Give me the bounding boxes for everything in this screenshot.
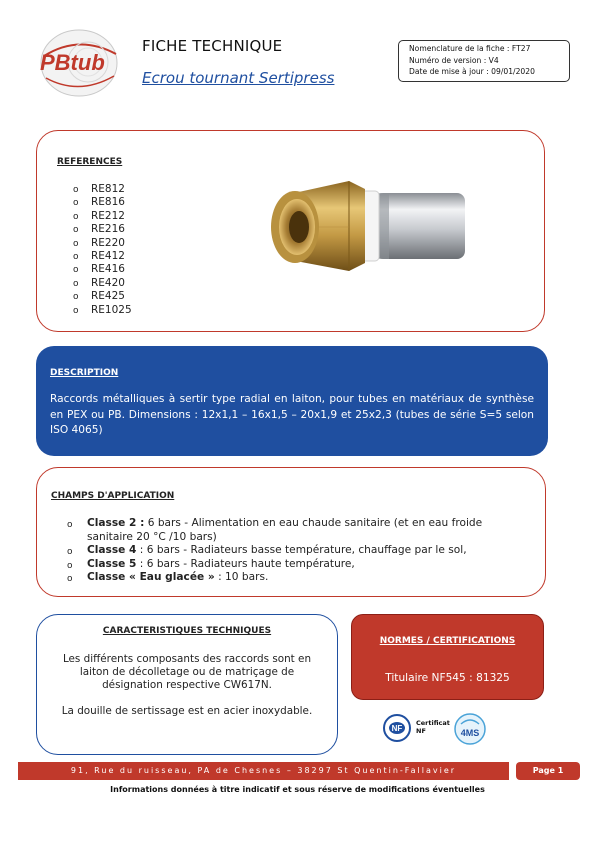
reference-code: RE212 (91, 209, 125, 222)
application-section (36, 467, 546, 597)
reference-item (73, 290, 132, 303)
reference-item (73, 304, 132, 317)
application-class-label: Classe 2 : (87, 517, 145, 529)
application-class-text: : 10 bars. (214, 571, 269, 583)
technical-paragraph-1: Les différents composants des raccords sont en laiton de décolletage ou de matriçage de désignation respective CW617N. (62, 653, 312, 691)
bullet-icon: o (67, 560, 73, 571)
bullet-icon: o (73, 211, 79, 222)
reference-item (73, 277, 132, 290)
bullet-icon: o (73, 292, 79, 303)
bullet-icon: o (73, 185, 79, 195)
nf-label-line1: Certificat (416, 719, 450, 727)
reference-item (73, 196, 132, 209)
reference-item (73, 223, 132, 236)
nf-label-line2: NF (416, 727, 426, 735)
reference-code: RE216 (91, 223, 125, 236)
reference-item (73, 250, 132, 263)
application-class-label: Classe 5 (87, 557, 137, 570)
meta-nomenclature: Nomenclature de la fiche : FT27 (409, 44, 531, 53)
application-list (67, 517, 517, 585)
references-section (36, 130, 545, 332)
disclaimer: Informations données à titre indicatif et sous réserve de modifications éventuelles (110, 785, 485, 794)
description-text: Raccords métalliques à sertir type radial en laiton, pour tubes en matériaux de synthèse en PEX ou PB. Dimensions : 12x1,1 – 16x1,5 – 20x1,9 et 25x2,3 (tubes de série S=5 selon ISO 4065) (50, 393, 534, 436)
meta-version: Numéro de version : V4 (409, 55, 499, 65)
4ms-certification-icon (453, 712, 487, 746)
pbtub-logo (34, 26, 124, 98)
nf-label (416, 719, 450, 735)
technical-paragraph-2: La douille de sertissage est en acier inoxydable. (61, 705, 313, 717)
bullet-icon: o (73, 225, 79, 236)
norms-section (351, 614, 544, 700)
application-item (67, 544, 517, 558)
application-item (67, 517, 517, 544)
reference-code: RE220 (91, 236, 125, 249)
norms-text: Titulaire NF545 : 81325 (385, 672, 510, 684)
nf-logo-text: NF (391, 724, 403, 733)
description-title: DESCRIPTION (50, 368, 119, 378)
reference-item (73, 183, 132, 196)
reference-code: RE420 (91, 276, 125, 289)
references-list (73, 183, 132, 317)
doc-title: FICHE TECHNIQUE (142, 37, 283, 55)
technical-title: CARACTERISTIQUES TECHNIQUES (102, 626, 272, 636)
application-item (67, 571, 517, 585)
reference-item (73, 263, 132, 276)
reference-code: RE425 (91, 290, 125, 303)
application-class-label: Classe 4 (87, 544, 137, 556)
meta-date: Date de mise à jour : 09/01/2020 (409, 67, 535, 76)
footer-address: 91, Rue du ruisseau, PA de Chesnes – 38297 St Quentin-Fallavier (18, 762, 509, 780)
reference-code: RE416 (91, 263, 125, 276)
nf-certification-icon (382, 713, 412, 743)
application-class-text: : 6 bars - Radiateurs basse température, chauffage par le sol, (136, 544, 467, 556)
application-class-text: 6 bars - Alimentation en eau chaude sanitaire (et en eau froide sanitaire 20 °C /10 bars) (87, 517, 483, 543)
technical-section (36, 614, 338, 755)
bullet-icon: o (73, 238, 79, 249)
description-section (36, 346, 548, 456)
application-class-label: Classe « Eau glacée » (87, 571, 215, 583)
norms-title: NORMES / CERTIFICATIONS (379, 636, 516, 646)
reference-item (73, 237, 132, 250)
application-title: CHAMPS D'APPLICATION (51, 491, 175, 501)
bullet-icon: o (73, 265, 79, 276)
application-class-text: : 6 bars - Radiateurs haute température, (136, 557, 355, 570)
bullet-icon: o (67, 520, 73, 530)
meta-box (398, 40, 570, 82)
product-image (265, 171, 471, 281)
page-number: Page 1 (516, 762, 580, 780)
bullet-icon: o (73, 278, 79, 289)
references-title: REFERENCES (57, 157, 123, 167)
reference-code: RE812 (91, 183, 125, 195)
reference-code: RE1025 (91, 303, 132, 316)
bullet-icon: o (73, 305, 79, 316)
application-item (67, 558, 517, 572)
reference-code: RE412 (91, 250, 125, 263)
4ms-logo-text: 4MS (460, 728, 480, 738)
reference-item (73, 210, 132, 223)
product-title: Ecrou tournant Sertipress (142, 69, 335, 87)
bullet-icon: o (67, 574, 73, 584)
logo-text: PBtub (40, 50, 105, 75)
bullet-icon: o (73, 198, 79, 209)
bullet-icon: o (73, 252, 79, 263)
reference-code: RE816 (91, 196, 125, 209)
bullet-icon: o (67, 547, 73, 557)
